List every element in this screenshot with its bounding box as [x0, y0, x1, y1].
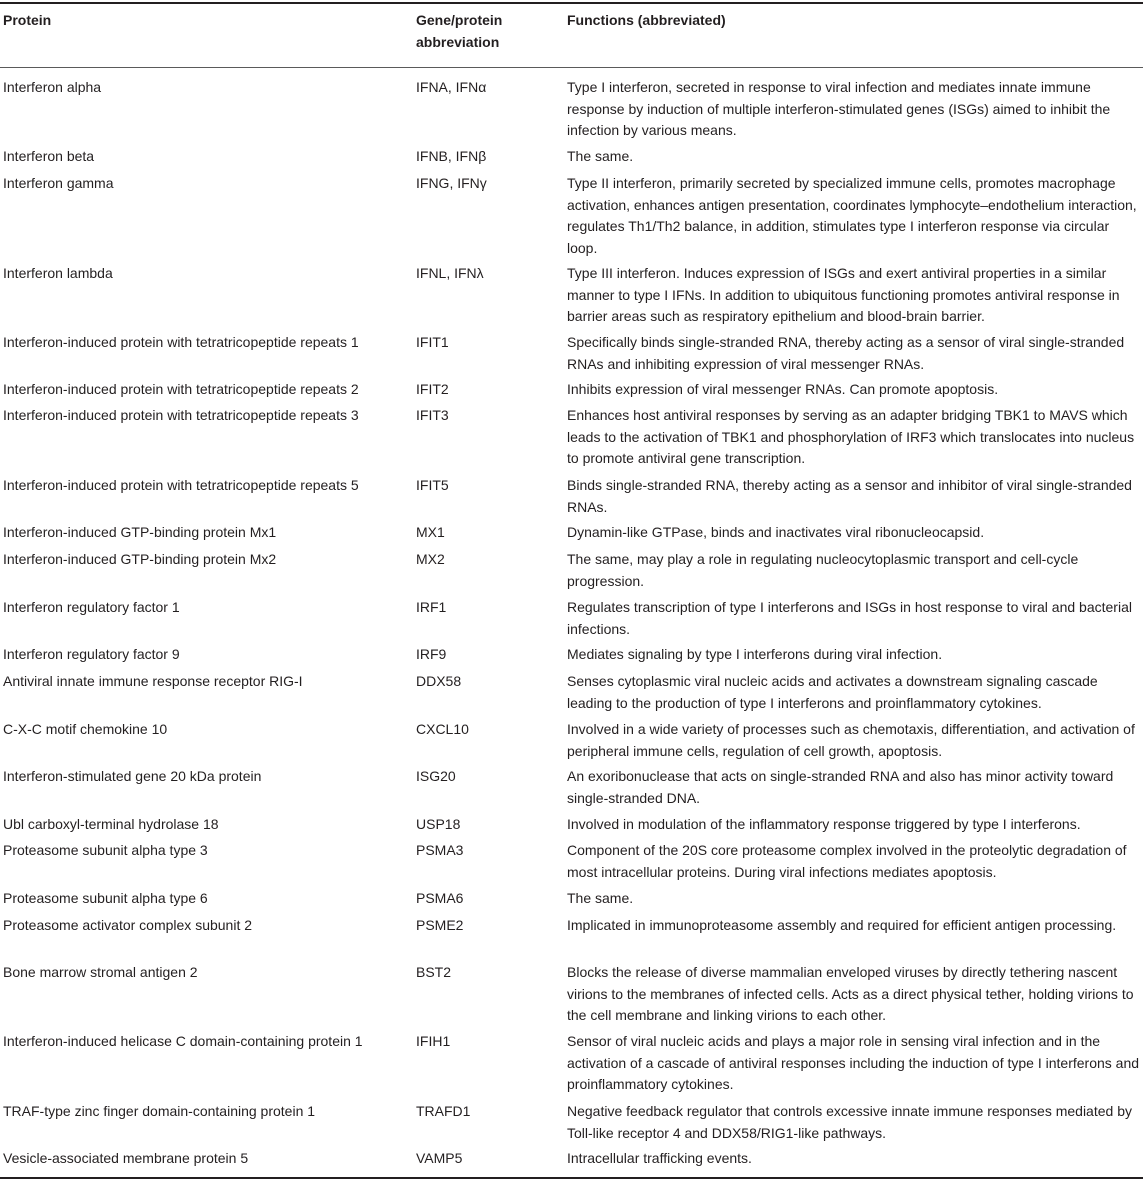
functions-cell: An exoribonuclease that acts on single-stranded RNA and also has minor activity toward single-stranded DNA.	[567, 768, 1114, 806]
gene-cell: MX1	[416, 524, 445, 540]
functions-cell: The same.	[567, 148, 634, 164]
functions-cell: Sensor of viral nucleic acids and plays a major role in sensing viral infection and in the activation of a cascade of antiviral responses including the induction of type I interferons and proinflammatory cytokines.	[567, 1033, 1140, 1092]
gene-cell: PSMA3	[416, 842, 464, 858]
protein-cell: Interferon-induced protein with tetratricopeptide repeats 1	[3, 334, 359, 350]
functions-cell: The same.	[567, 890, 634, 906]
functions-cell: Type II interferon, primarily secreted by specialized immune cells, promotes macrophage activation, enhances antigen presentation, coordinates lymphocyte–endothelium interaction, regulates Th1/Th2 balance, in addition, stimulates type I interferon response via circular loop.	[567, 175, 1137, 256]
gene-cell: IFNA, IFNα	[416, 79, 487, 95]
functions-cell: Negative feedback regulator that controls excessive innate immune responses mediated by Toll-like receptor 4 and DDX58/RIG1-like pathways.	[567, 1103, 1132, 1141]
protein-cell: Interferon lambda	[3, 265, 113, 281]
gene-cell: PSME2	[416, 917, 464, 933]
functions-cell: Type I interferon, secreted in response to viral infection and mediates innate immune response by induction of multiple interferon-stimulated genes (ISGs) aimed to inhibit the infection by various means.	[567, 79, 1111, 138]
gene-cell: CXCL10	[416, 721, 469, 737]
protein-cell: Proteasome subunit alpha type 3	[3, 842, 208, 858]
gene-cell: IFIT1	[416, 334, 449, 350]
gene-cell: MX2	[416, 551, 445, 567]
functions-cell: Mediates signaling by type I interferons during viral infection.	[567, 646, 943, 662]
table-bottom-rule	[0, 1177, 1143, 1179]
protein-cell: Interferon beta	[3, 148, 95, 164]
protein-cell: Interferon-induced GTP-binding protein Mx1	[3, 524, 277, 540]
protein-cell: Interferon-stimulated gene 20 kDa protein	[3, 768, 262, 784]
protein-cell: Interferon-induced helicase C domain-containing protein 1	[3, 1033, 363, 1049]
protein-cell: Interferon-induced protein with tetratricopeptide repeats 3	[3, 407, 359, 423]
gene-cell: IFIH1	[416, 1033, 451, 1049]
gene-cell: IFNB, IFNβ	[416, 148, 487, 164]
functions-cell: Specifically binds single-stranded RNA, thereby acting as a sensor of viral single-stranded RNAs and inhibiting expression of viral messenger RNAs.	[567, 334, 1125, 372]
functions-cell: Dynamin-like GTPase, binds and inactivates viral ribonucleocapsid.	[567, 524, 985, 540]
table-top-rule	[0, 2, 1143, 4]
gene-cell: USP18	[416, 816, 461, 832]
gene-cell: IFIT2	[416, 381, 449, 397]
header-gene-abbreviation: Gene/protein abbreviation	[416, 12, 503, 50]
protein-cell: C-X-C motif chemokine 10	[3, 721, 168, 737]
protein-cell: Antiviral innate immune response receptor RIG-I	[3, 673, 303, 689]
gene-cell: DDX58	[416, 673, 462, 689]
gene-cell: IFIT3	[416, 407, 449, 423]
functions-cell: Senses cytoplasmic viral nucleic acids and activates a downstream signaling cascade leading to the production of type I interferons and proinflammatory cytokines.	[567, 673, 1098, 711]
protein-cell: Interferon-induced GTP-binding protein Mx2	[3, 551, 277, 567]
gene-cell: ISG20	[416, 768, 456, 784]
header-functions: Functions (abbreviated)	[567, 12, 726, 28]
gene-cell: BST2	[416, 964, 452, 980]
protein-cell: TRAF-type zinc finger domain-containing protein 1	[3, 1103, 316, 1119]
functions-cell: Enhances host antiviral responses by serving as an adapter bridging TBK1 to MAVS which leads to the activation of TBK1 and phosphorylation of IRF3 which translocates into nucleus to promote antiviral gene transcription.	[567, 407, 1135, 466]
header-protein: Protein	[3, 12, 52, 28]
functions-cell: Inhibits expression of viral messenger RNAs. Can promote apoptosis.	[567, 381, 999, 397]
functions-cell: Component of the 20S core proteasome complex involved in the proteolytic degradation of most intracellular proteins. During viral infections mediates apoptosis.	[567, 842, 1127, 880]
gene-cell: IFNG, IFNγ	[416, 175, 487, 191]
functions-cell: The same, may play a role in regulating nucleocytoplasmic transport and cell-cycle progression.	[567, 551, 1079, 589]
protein-cell: Interferon gamma	[3, 175, 114, 191]
protein-cell: Bone marrow stromal antigen 2	[3, 964, 198, 980]
gene-cell: VAMP5	[416, 1150, 463, 1166]
functions-cell: Implicated in immunoproteasome assembly and required for efficient antigen processing.	[567, 917, 1117, 933]
protein-cell: Proteasome activator complex subunit 2	[3, 917, 253, 933]
protein-cell: Interferon-induced protein with tetratricopeptide repeats 5	[3, 477, 359, 493]
protein-cell: Proteasome subunit alpha type 6	[3, 890, 208, 906]
functions-cell: Regulates transcription of type I interferons and ISGs in host response to viral and bacterial infections.	[567, 599, 1132, 637]
gene-cell: TRAFD1	[416, 1103, 471, 1119]
functions-cell: Type III interferon. Induces expression of ISGs and exert antiviral properties in a similar manner to type I IFNs. In addition to ubiquitous functioning promotes antiviral response in barrier areas such as respiratory epithelium and blood-brain barrier.	[567, 265, 1120, 324]
functions-cell: Involved in a wide variety of processes such as chemotaxis, differentiation, and activation of peripheral immune cells, regulation of cell growth, apoptosis.	[567, 721, 1135, 759]
gene-cell: IFIT5	[416, 477, 449, 493]
functions-cell: Involved in modulation of the inflammatory response triggered by type I interferons.	[567, 816, 1081, 832]
functions-cell: Blocks the release of diverse mammalian enveloped viruses by directly tethering nascent virions to the membranes of infected cells. Acts as a direct physical tether, holding virions to the cell membrane and linking virions to each other.	[567, 964, 1134, 1023]
gene-cell: IFNL, IFNλ	[416, 265, 484, 281]
protein-cell: Interferon-induced protein with tetratricopeptide repeats 2	[3, 381, 359, 397]
gene-cell: PSMA6	[416, 890, 464, 906]
protein-cell: Interferon alpha	[3, 79, 102, 95]
table-header-rule	[0, 67, 1143, 68]
protein-cell: Interferon regulatory factor 9	[3, 646, 180, 662]
gene-cell: IRF9	[416, 646, 447, 662]
gene-cell: IRF1	[416, 599, 447, 615]
protein-cell: Ubl carboxyl-terminal hydrolase 18	[3, 816, 219, 832]
protein-cell: Interferon regulatory factor 1	[3, 599, 180, 615]
functions-cell: Binds single-stranded RNA, thereby acting as a sensor and inhibitor of viral single-stranded RNAs.	[567, 477, 1132, 515]
protein-cell: Vesicle-associated membrane protein 5	[3, 1150, 249, 1166]
functions-cell: Intracellular trafficking events.	[567, 1150, 752, 1166]
